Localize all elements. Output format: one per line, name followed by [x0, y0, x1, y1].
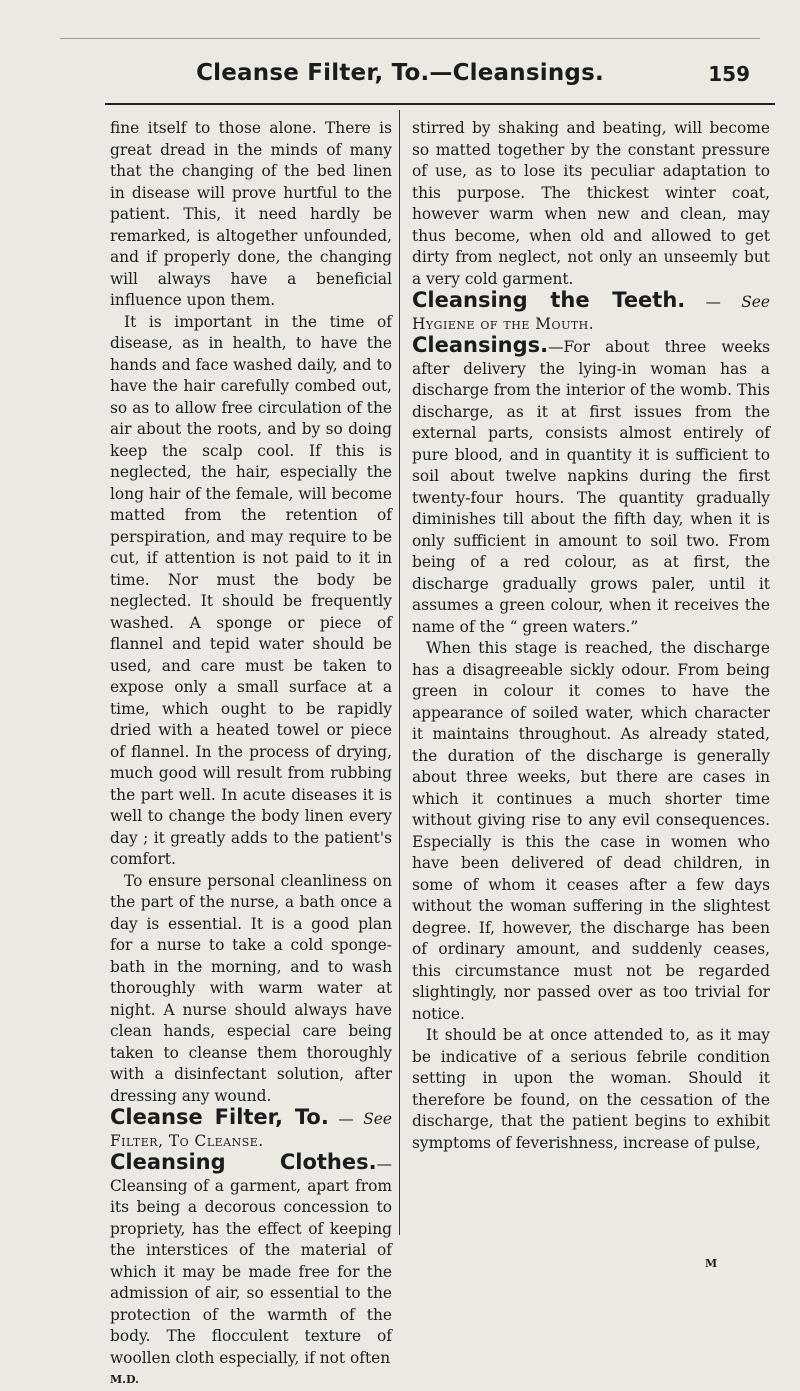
entry-dash: — — [328, 1110, 364, 1128]
running-head — [0, 60, 800, 94]
top-edge-rule — [60, 38, 760, 39]
signature-mark: M.D. — [110, 1373, 139, 1386]
entry-dash: — — [685, 293, 742, 311]
left-paragraph-2: It is important in the time of disease, as in health, to have the hands and face washed daily, and to have the hair carefully combed out, so as to allow free circulation of the air about the roots, and by so doing keep the scalp cool. If this is neglected, the hair, especially the long hair of the female, will become matted from the retention of perspiration, and may require to be cut, if attention is not paid to it in time. Nor must the body be neglected. It should be frequently washed. A sponge or piece of flannel and tepid water should be used, and care must be taken to expose only a small surface at a time, which ought to be rapidly dried with a heated towel or piece of flannel. In the process of drying, much good will result from rubbing the part well. In acute diseases it is well to change the body linen every day ; it greatly adds to the patient's comfort. — [110, 312, 392, 868]
cross-reference: Hygiene of the Mouth. — [412, 314, 595, 333]
headword-cleansing-clothes: Cleansing Clothes. — [110, 1150, 377, 1174]
entry-cleansing-clothes — [110, 1152, 392, 1369]
page-number: 159 — [708, 62, 750, 86]
see-label: See — [363, 1110, 392, 1128]
right-paragraph-3: It should be at once attended to, as it may be indicative of a serious febrile condition setting in upon the woman. Should it therefore be found, on the cessation of the discharge, that the patient begins to exhibit symptoms of feverishness, increase of pulse, — [412, 1026, 770, 1152]
right-paragraph-2: When this stage is reached, the discharge has a disagreeable sickly odour. From being green in colour it comes to have the appearance of soiled water, which character it maintains throughout. As already stated, the duration of the discharge is generally about three weeks, but there are cases in which it continues a much shorter time without giving rise to any evil consequences. Especially is this the case in women who have been delivered of dead children, in some of whom it ceases after a few days without the woman suffering in the slightest degree. If, however, the discharge has been of ordinary amount, and suddenly ceases, this circumstance must not be regarded slightingly, nor passed over as too trivial for notice. — [412, 639, 770, 1023]
entry-cleanse-filter — [110, 1107, 392, 1152]
headword-cleanse-filter: Cleanse Filter, To. — [110, 1105, 329, 1129]
entry-cleansing-teeth — [412, 290, 770, 335]
entry-text: —Cleansing of a garment, apart from its being a decorous concession to propriety, has the effect of keeping the interstices of the material of which it may be made free for the admission of air, so essential to the protection of the warmth of the body. The flocculent texture of woollen cloth especially, if not often — [110, 1155, 392, 1367]
signature-mark-right: M — [705, 1257, 718, 1270]
headword-cleansings: Cleansings. — [412, 333, 549, 357]
entry-text: —For about three weeks after delivery the lying-in woman has a discharge from the interior of the womb. This discharge, as it at first issues from the external parts, consists almost entirely of pure blood, and in quantity it is sufficient to soil about twelve napkins during the first twenty-four hours. The quantity gradually diminishes till about the fifth day, when it is only sufficient in amount to soil two. From being of a red colour, as at first, the discharge gradually grows paler, until it assumes a green colour, when it receives the name of the “ green waters.” — [412, 338, 770, 636]
left-column — [110, 118, 392, 1391]
left-paragraph-1: fine itself to those alone. There is great dread in the minds of many that the changing of the bed linen in disease will prove hurtful to the patient. This, it need hardly be remarked, is altogether unfounded, and if properly done, the changing will always have a beneficial influence upon them. — [110, 119, 392, 309]
entry-cleansings — [412, 335, 770, 638]
column-divider — [399, 110, 400, 1235]
see-label: See — [741, 293, 770, 311]
left-paragraph-3: To ensure personal cleanliness on the part of the nurse, a bath once a day is essential. It is a good plan for a nurse to take a cold sponge-bath in the morning, and to wash thoroughly with warm water at night. A nurse should always have clean hands, especial care being taken to cleanse them thoroughly with a disinfectant solution, after dressing any wound. — [110, 871, 392, 1105]
right-column — [412, 118, 770, 1154]
right-paragraph-1: stirred by shaking and beating, will become so matted together by the constant pressure of use, as to lose its peculiar adaptation to this purpose. The thickest winter coat, however warm when new and clean, may thus become, when old and allowed to get dirty from neglect, not only an unseemly but a very cold garment. — [412, 119, 770, 288]
cross-reference: Filter, To Cleanse. — [110, 1131, 264, 1150]
header-rule — [105, 103, 775, 105]
running-title: Cleanse Filter, To.—Cleansings. — [196, 60, 604, 86]
headword-cleansing-teeth: Cleansing the Teeth. — [412, 288, 686, 312]
